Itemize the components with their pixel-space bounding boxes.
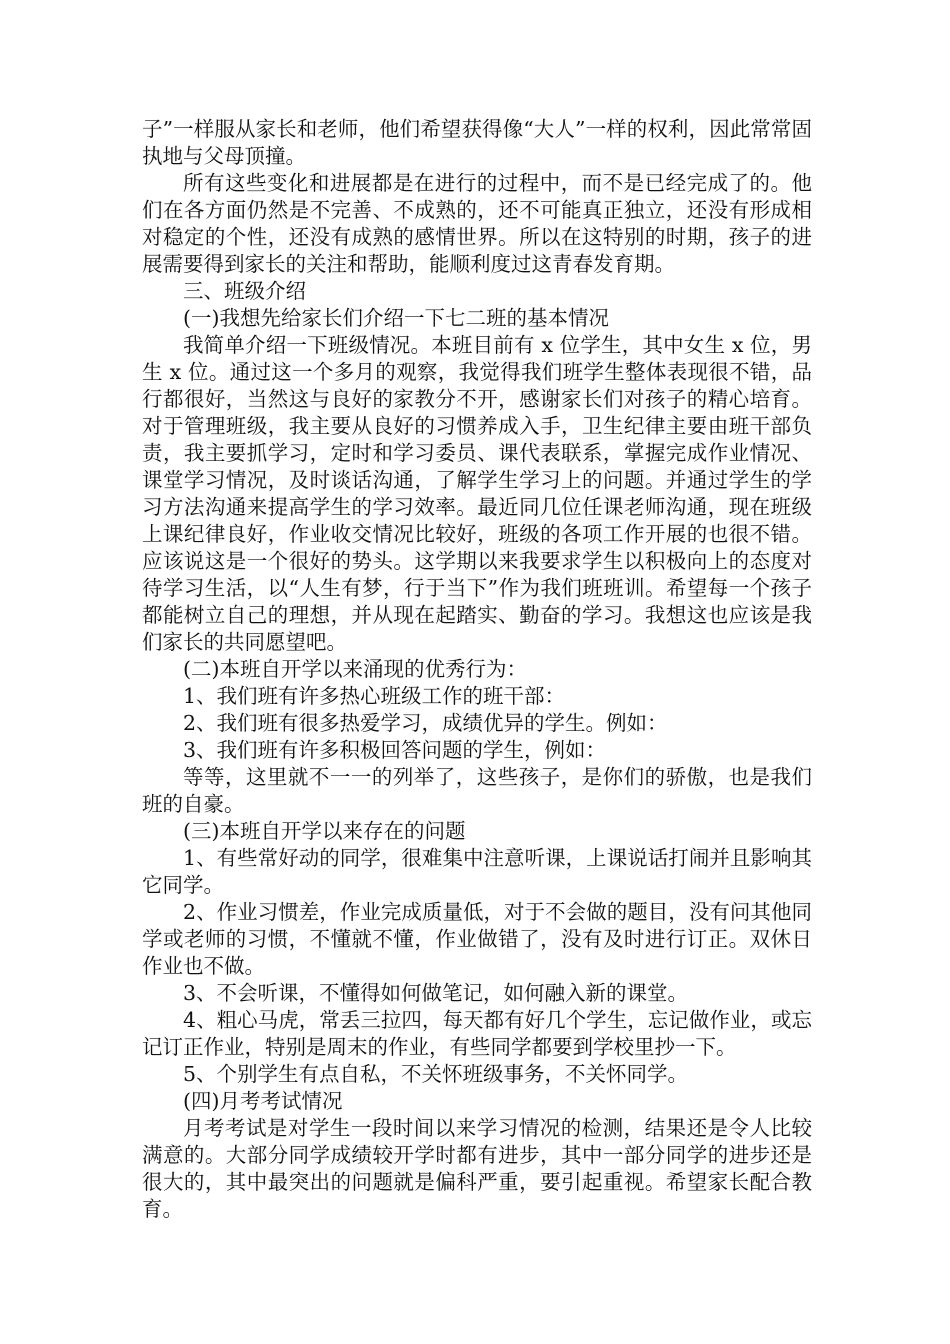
paragraph-continuation: 子”一样服从家长和老师，他们希望获得像“大人”一样的权利，因此常常固执地与父母顶撞。	[142, 117, 812, 168]
list-item-behavior-1: 1、我们班有许多热心班级工作的班干部：	[183, 684, 566, 708]
list-item-behavior-3: 3、我们班有许多积极回答问题的学生，例如：	[183, 738, 607, 762]
section-heading-class-intro: 三、班级介绍	[183, 279, 306, 303]
list-item-behavior-2: 2、我们班有很多热爱学习，成绩优异的学生。例如：	[183, 711, 668, 735]
list-item-problem-3: 3、不会听课，不懂得如何做笔记，如何融入新的课堂。	[183, 981, 689, 1005]
paragraph-pride: 等等，这里就不一一的列举了，这些孩子，是你们的骄傲，也是我们班的自豪。	[142, 765, 812, 816]
paragraph-class-overview: 我简单介绍一下班级情况。本班目前有 x 位学生，其中女生 x 位，男生 x 位。通过这一个多月的观察，我觉得我们班学生整体表现很不错，品行都很好，当然这与良好的家教分不开，感谢家长们对孩子的精心培育。对于管理班级，我主要从良好的习惯养成入手，卫生纪律主要由班干部负责，我主要抓学习，定时和学习委员、课代表联系，掌握完成作业情况、课堂学习情况，及时谈话沟通，了解学生学习上的问题。并通过学生的学习方法沟通来提高学生的学习效率。最近同几位任课老师沟通，现在班级上课纪律良好，作业收交情况比较好，班级的各项工作开展的也很不错。应该说这是一个很好的势头。这学期以来我要求学生以积极向上的态度对待学习生活，以“人生有梦，行于当下”作为我们班班训。希望每一个孩子都能树立自己的理想，并从现在起踏实、勤奋的学习。我想这也应该是我们家长的共同愿望吧。	[142, 333, 812, 654]
paragraph-development: 所有这些变化和进展都是在进行的过程中，而不是已经完成了的。他们在各方面仍然是不完善、不成熟的，还不可能真正独立，还没有形成相对稳定的个性，还没有成熟的感情世界。所以在这特别的时期，孩子的进展需要得到家长的关注和帮助，能顺利度过这青春发育期。	[142, 171, 812, 276]
list-item-problem-5: 5、个别学生有点自私，不关怀班级事务，不关怀同学。	[183, 1062, 689, 1086]
document-page	[142, 116, 812, 1223]
subheading-excellent-behaviors: (二)本班自开学以来涌现的优秀行为：	[183, 657, 527, 681]
subheading-monthly-exam: (四)月考考试情况	[183, 1089, 343, 1113]
list-item-problem-4: 4、粗心马虎，常丢三拉四，每天都有好几个学生，忘记做作业，或忘记订正作业，特别是周末的作业，有些同学都要到学校里抄一下。	[142, 1008, 812, 1059]
paragraph-exam-results: 月考考试是对学生一段时间以来学习情况的检测，结果还是令人比较满意的。大部分同学成绩较开学时都有进步，其中一部分同学的进步还是很大的，其中最突出的问题就是偏科严重，要引起重视。希望家长配合教育。	[142, 1116, 812, 1221]
list-item-problem-1: 1、有些常好动的同学，很难集中注意听课，上课说话打闹并且影响其它同学。	[142, 846, 812, 897]
subheading-problems: (三)本班自开学以来存在的问题	[183, 819, 466, 843]
subheading-basic-situation: (一)我想先给家长们介绍一下七二班的基本情况	[183, 306, 609, 330]
list-item-problem-2: 2、作业习惯差，作业完成质量低，对于不会做的题目，没有问其他同学或老师的习惯，不懂就不懂，作业做错了，没有及时进行订正。双休日作业也不做。	[142, 900, 812, 978]
